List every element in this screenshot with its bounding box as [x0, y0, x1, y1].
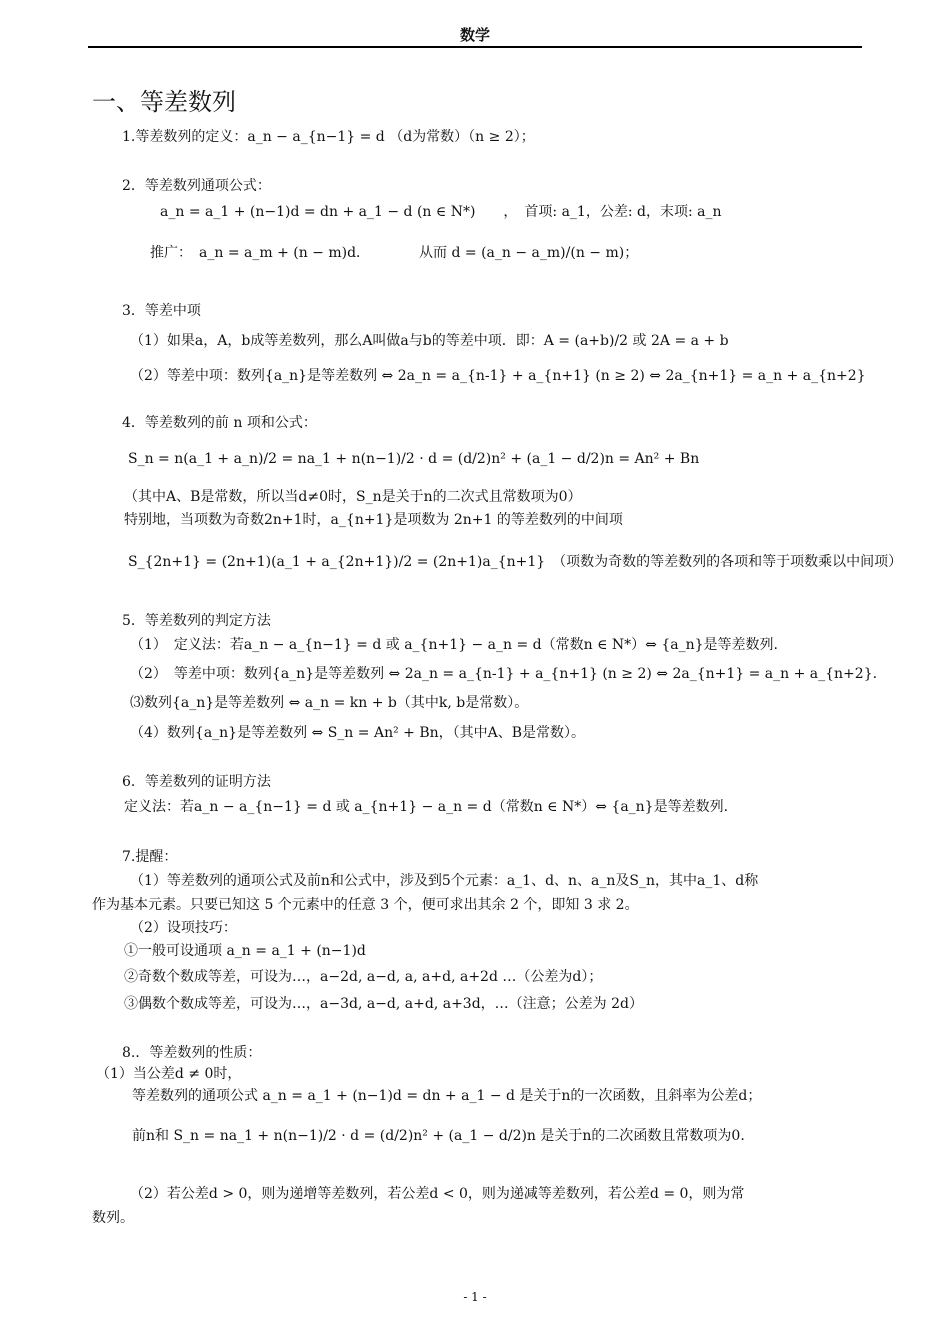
text-line: 3．等差中项 [122, 303, 201, 319]
text-line: a_n = a_1 + (n−1)d = dn + a_1 − d (n ∈ N*) ， 首项: a_1，公差: d，末项: a_n [160, 204, 722, 220]
text-line: S_{2n+1} = (2n+1)(a_1 + a_{2n+1})/2 = (2n+1)a_{n+1} （项数为奇数的等差数列的各项和等于项数乘以中间项） [128, 554, 903, 570]
text-line: （1） 定义法：若a_n − a_{n−1} = d 或 a_{n+1} − a_n = d（常数n ∈ N*）⇔ {a_n}是等差数列. [130, 637, 778, 653]
text-line: 2．等差数列通项公式： [122, 178, 271, 194]
text-line: （1）等差数列的通项公式及前n和公式中，涉及到5个元素：a_1、d、n、a_n及S_n，其中a_1、d称 [130, 873, 759, 889]
text-line: （1）如果a，A，b成等差数列，那么A叫做a与b的等差中项．即：A = (a+b)/2 或 2A = a + b [130, 333, 729, 349]
text-line: 数列。 [92, 1210, 134, 1226]
text-line: ⑶数列{a_n}是等差数列 ⇔ a_n = kn + b（其中k, b是常数）。 [130, 695, 529, 711]
page-number: - 1 - [463, 1290, 487, 1304]
text-line: 等差数列的通项公式 a_n = a_1 + (n−1)d = dn + a_1 − d 是关于n的一次函数，且斜率为公差d； [132, 1088, 762, 1104]
text-line: 推广： a_n = a_m + (n − m)d． 从而 d = (a_n − a_m)/(n − m)； [150, 245, 639, 261]
text-line: （2） 等差中项：数列{a_n}是等差数列 ⇔ 2a_n = a_{n-1} + a_{n+1} (n ≥ 2) ⇔ 2a_{n+1} = a_n + a_{n+2}. [130, 666, 878, 682]
text-line: ①一般可设通项 a_n = a_1 + (n−1)d [124, 943, 366, 959]
text-line: 作为基本元素。只要已知这 5 个元素中的任意 3 个，便可求出其余 2 个，即知 3 求 2。 [92, 897, 639, 913]
text-line: 5．等差数列的判定方法 [122, 613, 271, 629]
text-line: （2）设项技巧： [130, 920, 237, 936]
text-line: （2）若公差d > 0，则为递增等差数列，若公差d < 0，则为递减等差数列，若公差d = 0，则为常 [130, 1186, 745, 1202]
text-line: （1）当公差d ≠ 0时， [96, 1066, 242, 1082]
text-line: 7.提醒： [122, 849, 178, 865]
text-line: 8.．等差数列的性质： [122, 1045, 262, 1061]
text-line: （2）等差中项：数列{a_n}是等差数列 ⇔ 2a_n = a_{n-1} + a_{n+1} (n ≥ 2) ⇔ 2a_{n+1} = a_n + a_{n+2} [130, 368, 866, 384]
header-rule [88, 46, 862, 48]
text-line: 4．等差数列的前 n 项和公式： [122, 415, 317, 431]
text-line: ③偶数个数成等差，可设为…，a−3d, a−d, a+d, a+3d，…（注意；公差为 2d） [124, 996, 643, 1012]
text-line: 特别地，当项数为奇数2n+1时，a_{n+1}是项数为 2n+1 的等差数列的中间项 [124, 512, 623, 528]
text-line: （4）数列{a_n}是等差数列 ⇔ S_n = An² + Bn，（其中A、B是常数）。 [130, 725, 586, 741]
text-line: 定义法：若a_n − a_{n−1} = d 或 a_{n+1} − a_n = d（常数n ∈ N*）⇔ {a_n}是等差数列. [124, 799, 729, 815]
text-line: ②奇数个数成等差，可设为…，a−2d, a−d, a, a+d, a+2d …（公差为d）； [124, 969, 603, 985]
text-line: （其中A、B是常数，所以当d≠0时，S_n是关于n的二次式且常数项为0） [124, 489, 582, 505]
text-line: 1.等差数列的定义：a_n − a_{n−1} = d （d为常数）（n ≥ 2）； [122, 129, 535, 145]
text-line: 前n和 S_n = na_1 + n(n−1)/2 · d = (d/2)n² + (a_1 − d/2)n 是关于n的二次函数且常数项为0. [132, 1128, 745, 1144]
text-line: S_n = n(a_1 + a_n)/2 = na_1 + n(n−1)/2 · d = (d/2)n² + (a_1 − d/2)n = An² + Bn [128, 451, 700, 467]
text-line: 6．等差数列的证明方法 [122, 774, 271, 790]
header-title: 数学 [459, 26, 490, 44]
section-title: 一、等差数列 [92, 88, 236, 116]
